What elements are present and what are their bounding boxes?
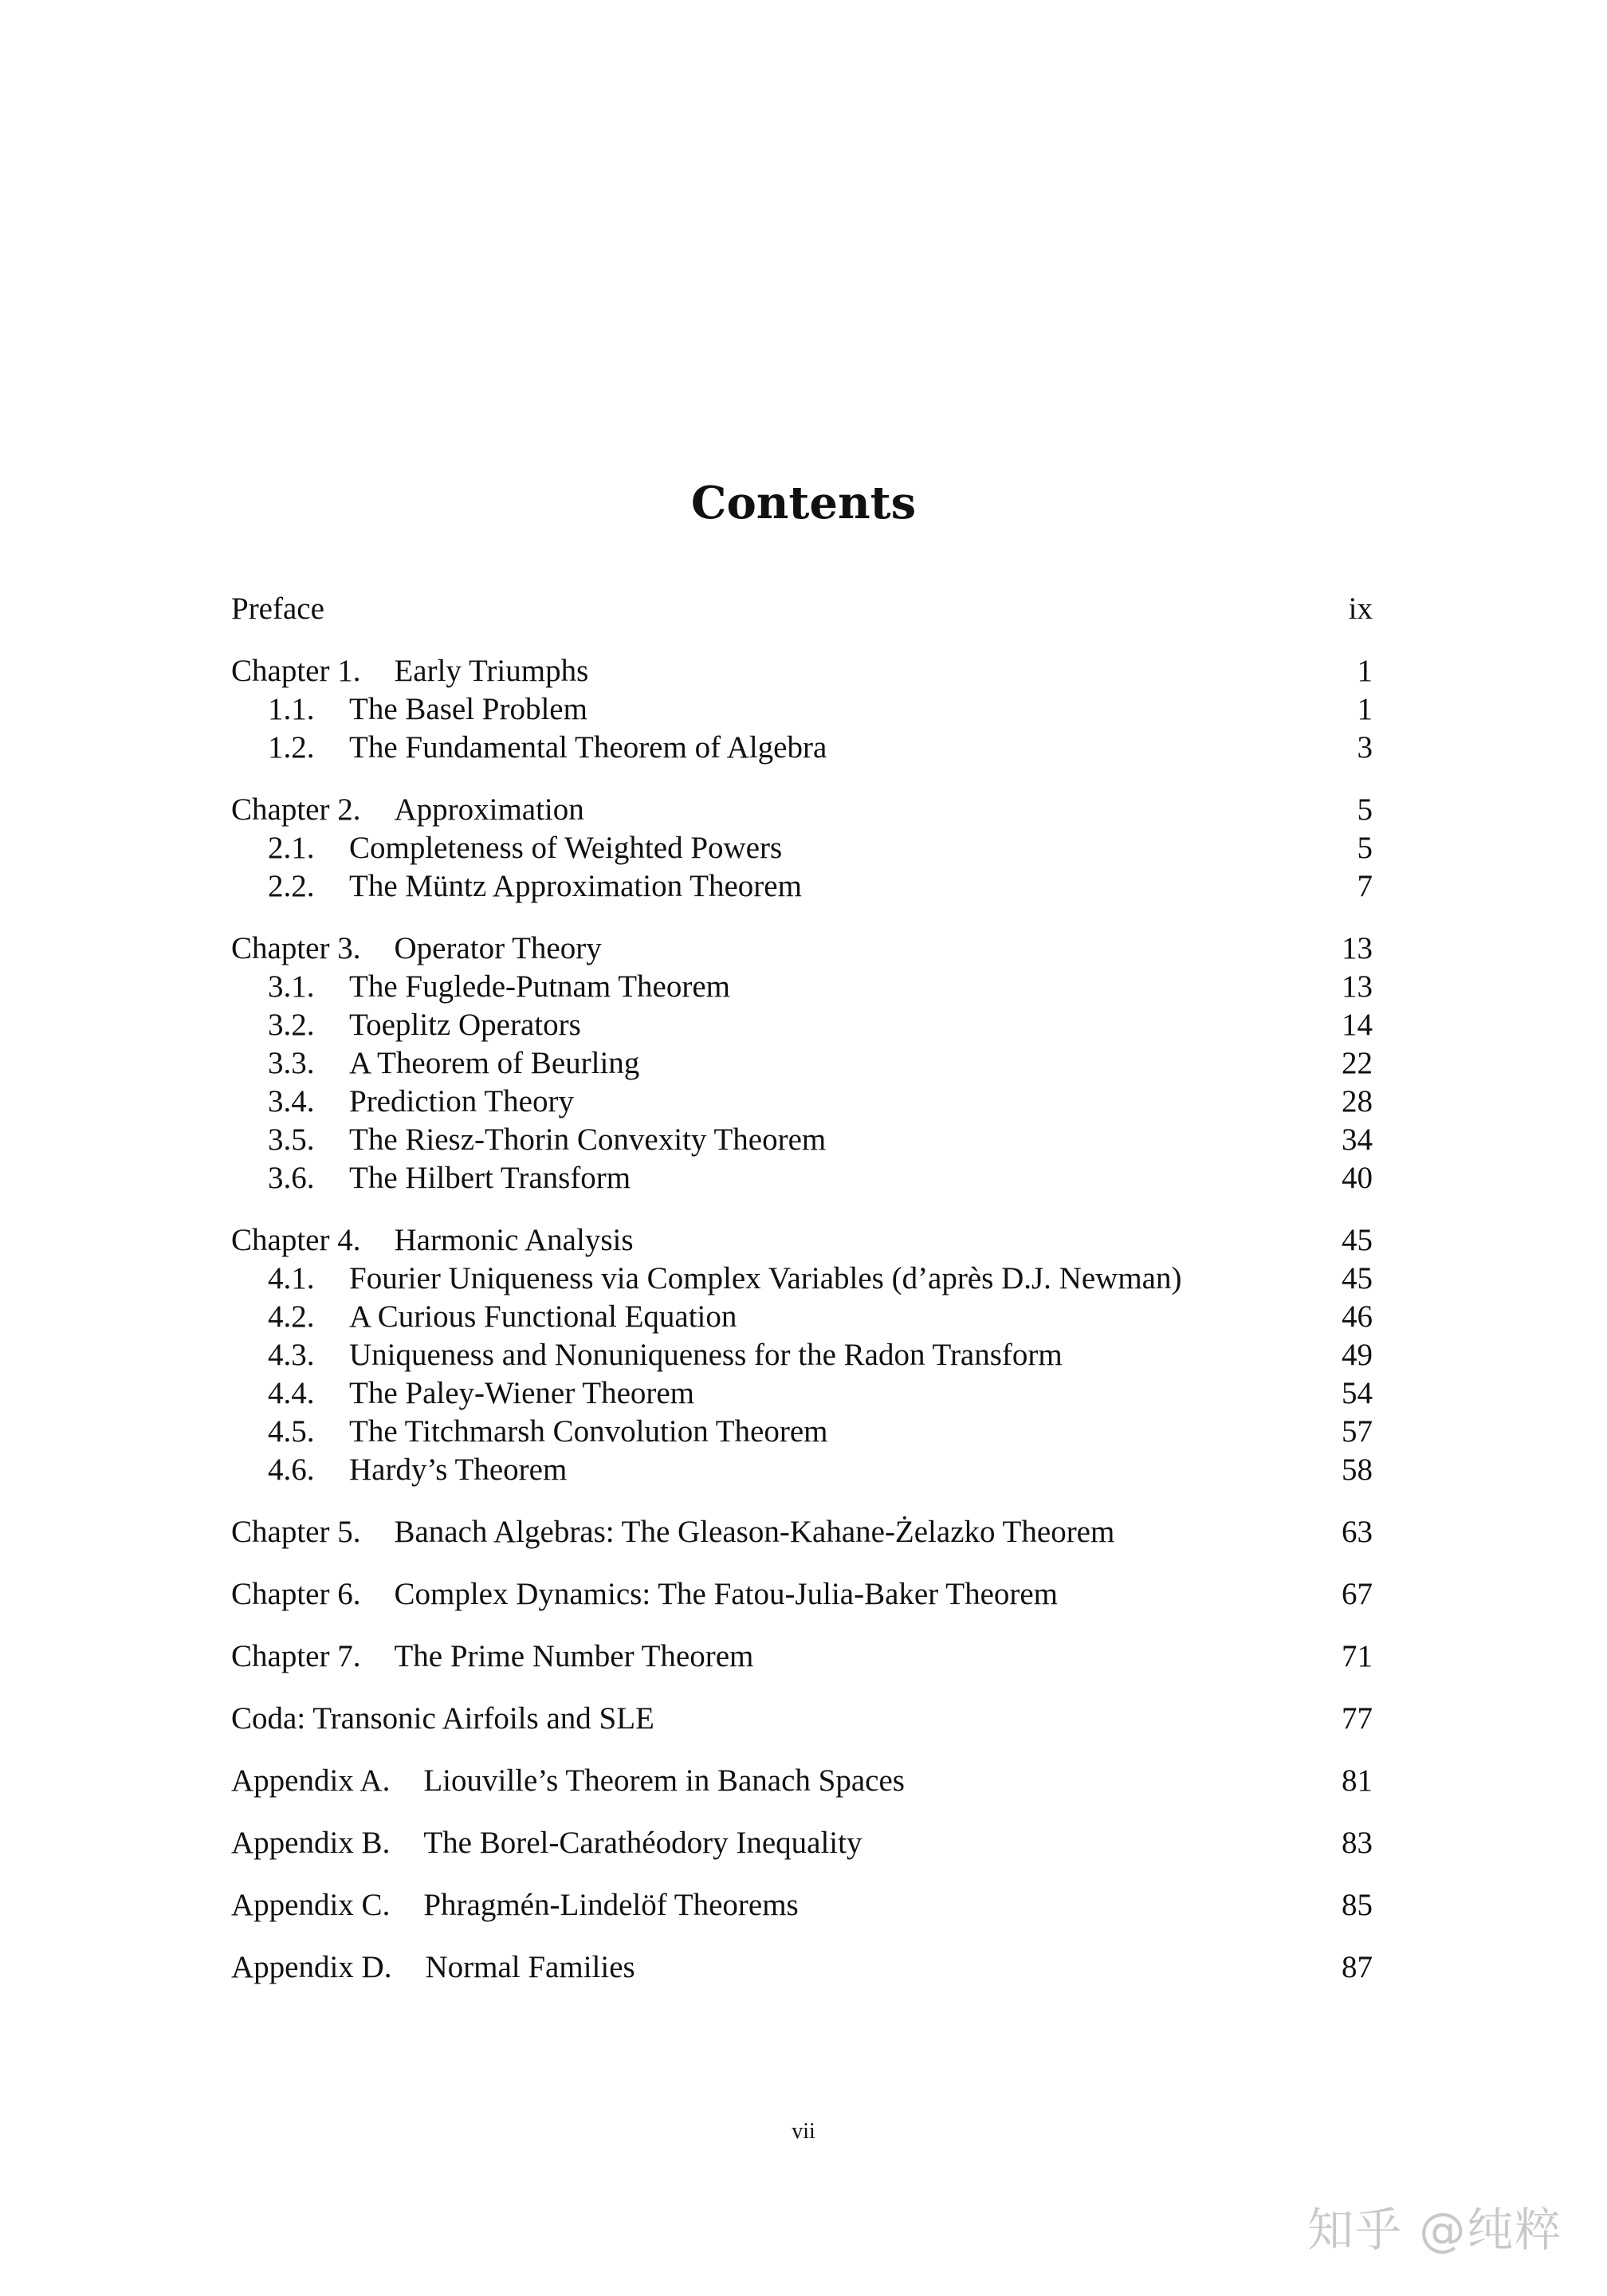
toc-entry-label xyxy=(231,1513,1114,1551)
toc-chapter-entry[interactable] xyxy=(231,791,1373,829)
toc-entry-number: Chapter 2. xyxy=(231,792,361,827)
toc-entry-page: 46 xyxy=(1342,1299,1373,1334)
toc-section-entry[interactable] xyxy=(231,1374,1373,1413)
toc-entry-number: 3.5. xyxy=(268,1122,315,1157)
toc-entry-page: 22 xyxy=(1342,1046,1373,1080)
toc-entry-label xyxy=(231,1260,1181,1298)
toc-entry-label xyxy=(231,1044,639,1083)
toc-entry-title: Operator Theory xyxy=(394,931,602,965)
watermark: 知乎 @纯粹 xyxy=(1307,2203,1563,2257)
toc-entry-number: 1.2. xyxy=(268,730,315,765)
toc-entry-label xyxy=(231,1413,828,1451)
toc-entry-title: Completeness of Weighted Powers xyxy=(349,831,783,865)
toc-section-entry[interactable] xyxy=(231,1336,1373,1374)
toc-entry-page: 67 xyxy=(1342,1577,1373,1611)
toc-entry-page: 54 xyxy=(1342,1376,1373,1410)
toc-section-entry[interactable] xyxy=(231,867,1373,906)
toc-entry-number: Appendix D. xyxy=(231,1950,392,1984)
toc-entry-title: Early Triumphs xyxy=(394,654,589,688)
toc-entry-label xyxy=(231,1762,905,1800)
toc-entry-title: The Titchmarsh Convolution Theorem xyxy=(349,1414,828,1449)
page-number: vii xyxy=(792,2119,815,2144)
toc-entry-number: Appendix C. xyxy=(231,1888,391,1922)
toc-entry-title: The Hilbert Transform xyxy=(349,1161,631,1195)
toc-entry-page: 14 xyxy=(1342,1008,1373,1042)
toc-entry-page: 40 xyxy=(1342,1161,1373,1195)
toc-entry-label xyxy=(231,1159,631,1197)
toc-entry-title: A Theorem of Beurling xyxy=(349,1046,640,1080)
toc-entry-number: 3.3. xyxy=(268,1046,315,1080)
toc-entry-label xyxy=(231,968,730,1006)
toc-entry-page: 57 xyxy=(1342,1414,1373,1449)
toc-section-entry[interactable] xyxy=(231,829,1373,867)
toc-entry-page: 34 xyxy=(1342,1122,1373,1157)
toc-entry-number: Chapter 4. xyxy=(231,1223,361,1257)
toc-entry-page: 7 xyxy=(1357,869,1373,903)
toc-entry-label xyxy=(231,1006,581,1044)
toc-entry-number: 3.1. xyxy=(268,969,315,1004)
toc-entry-title: The Müntz Approximation Theorem xyxy=(349,869,802,903)
toc-entry-label xyxy=(231,652,588,690)
toc-chapter-entry[interactable] xyxy=(231,652,1373,690)
toc-entry-page: 1 xyxy=(1357,692,1373,726)
toc-entry-label xyxy=(231,1121,826,1159)
toc-entry-label xyxy=(231,791,584,829)
toc-entry-title: Hardy’s Theorem xyxy=(349,1453,568,1487)
toc-section-entry[interactable] xyxy=(231,1298,1373,1336)
toc-entry-label xyxy=(231,1083,574,1121)
toc-entry-label xyxy=(231,1700,654,1738)
toc-entry-number: 4.4. xyxy=(268,1376,315,1410)
toc-chapter-entry[interactable] xyxy=(231,1513,1373,1551)
toc-entry-label xyxy=(231,1221,634,1260)
toc-entry-title: Preface xyxy=(231,592,324,626)
toc-section-entry[interactable] xyxy=(231,1260,1373,1298)
toc-entry-title: Toeplitz Operators xyxy=(349,1008,581,1042)
toc-entry-label xyxy=(231,1637,753,1676)
toc-entry-label xyxy=(231,867,802,906)
toc-entry-page: 81 xyxy=(1342,1763,1373,1798)
toc-entry-number: 2.1. xyxy=(268,831,315,865)
toc-entry-label xyxy=(231,1451,567,1489)
toc-entry-title: A Curious Functional Equation xyxy=(349,1299,737,1334)
toc-entry-number: 4.6. xyxy=(268,1453,315,1487)
toc-entry-title: The Fundamental Theorem of Algebra xyxy=(349,730,827,765)
toc-entry-label xyxy=(231,1824,862,1862)
toc-section-entry[interactable] xyxy=(231,1121,1373,1159)
toc-entry-label xyxy=(231,729,827,767)
toc-entry-page: 63 xyxy=(1342,1515,1373,1549)
toc-entry-page: 45 xyxy=(1342,1261,1373,1295)
toc-entry-label xyxy=(231,690,587,729)
toc-entry-title: Uniqueness and Nonuniqueness for the Radon Transform xyxy=(349,1338,1063,1372)
toc-chapter-entry[interactable] xyxy=(231,930,1373,968)
toc-section-entry[interactable] xyxy=(231,1159,1373,1197)
toc-entry-label xyxy=(231,829,782,867)
toc-entry-page: 58 xyxy=(1342,1453,1373,1487)
toc-section-entry[interactable] xyxy=(231,1451,1373,1489)
toc-chapter-entry[interactable] xyxy=(231,1221,1373,1260)
toc-entry-page: 13 xyxy=(1342,969,1373,1004)
toc-entry-title: The Borel-Carathéodory Inequality xyxy=(423,1826,862,1860)
toc-entry-number: 4.5. xyxy=(268,1414,315,1449)
toc-entry-label xyxy=(231,1575,1058,1614)
toc-entry-number: Chapter 6. xyxy=(231,1577,361,1611)
toc-entry-title: The Prime Number Theorem xyxy=(394,1639,754,1673)
toc-entry-page: 45 xyxy=(1342,1223,1373,1257)
toc-entry-page: 49 xyxy=(1342,1338,1373,1372)
toc-entry-number: Appendix A. xyxy=(231,1763,391,1798)
toc-section-entry[interactable] xyxy=(231,1413,1373,1451)
toc-entry-title: Complex Dynamics: The Fatou-Julia-Baker Theorem xyxy=(394,1577,1059,1611)
toc-entry-title: Approximation xyxy=(394,792,584,827)
toc-chapter-entry[interactable] xyxy=(231,1824,1373,1862)
toc-entry-page: 1 xyxy=(1357,654,1373,688)
toc-entry-page: 87 xyxy=(1342,1950,1373,1984)
toc-entry-number: Chapter 5. xyxy=(231,1515,361,1549)
toc-entry-number: 4.2. xyxy=(268,1299,315,1334)
toc-entry-page: 13 xyxy=(1342,931,1373,965)
toc-entry-number: 3.4. xyxy=(268,1084,315,1119)
toc-section-entry[interactable] xyxy=(231,968,1373,1006)
toc-entry-label xyxy=(231,930,602,968)
toc-entry-page: 85 xyxy=(1342,1888,1373,1922)
toc-chapter-entry[interactable] xyxy=(231,1762,1373,1800)
toc-entry-number: 4.3. xyxy=(268,1338,315,1372)
toc-entry-title: Prediction Theory xyxy=(349,1084,574,1119)
toc-entry-page: 5 xyxy=(1357,792,1373,827)
page-title: Contents xyxy=(690,477,917,529)
toc-entry-number: 3.6. xyxy=(268,1161,315,1195)
toc-chapter-entry[interactable] xyxy=(231,590,1373,628)
toc-entry-page: 71 xyxy=(1342,1639,1373,1673)
toc-entry-page: 77 xyxy=(1342,1701,1373,1736)
toc-entry-title: Normal Families xyxy=(425,1950,635,1984)
toc-entry-title: Banach Algebras: The Gleason-Kahane-Żelazko Theorem xyxy=(394,1515,1115,1549)
toc-entry-page: 5 xyxy=(1357,831,1373,865)
toc-entry-number: Chapter 3. xyxy=(231,931,361,965)
toc-entry-title: Fourier Uniqueness via Complex Variables (d’après D.J. Newman) xyxy=(349,1261,1182,1295)
toc-entry-label xyxy=(231,1298,737,1336)
toc-entry-page: 83 xyxy=(1342,1826,1373,1860)
toc-chapter-entry[interactable] xyxy=(231,1948,1373,1987)
toc-section-entry[interactable] xyxy=(231,1044,1373,1083)
toc-entry-number: 4.1. xyxy=(268,1261,315,1295)
toc-section-entry[interactable] xyxy=(231,690,1373,729)
toc-entry-number: Chapter 7. xyxy=(231,1639,361,1673)
toc-entry-number: Appendix B. xyxy=(231,1826,391,1860)
toc-entry-label xyxy=(231,1374,694,1413)
toc-entry-title: The Basel Problem xyxy=(349,692,587,726)
toc-section-entry[interactable] xyxy=(231,729,1373,767)
toc-entry-title: Liouville’s Theorem in Banach Spaces xyxy=(423,1763,905,1798)
toc-entry-number: 1.1. xyxy=(268,692,315,726)
toc-chapter-entry[interactable] xyxy=(231,1637,1373,1676)
toc-entry-number: Chapter 1. xyxy=(231,654,361,688)
toc-entry-title: Coda: Transonic Airfoils and SLE xyxy=(231,1701,654,1736)
toc-entry-title: Harmonic Analysis xyxy=(394,1223,634,1257)
toc-entry-page: 3 xyxy=(1357,730,1373,765)
toc-entry-label xyxy=(231,590,324,628)
toc-entry-title: The Riesz-Thorin Convexity Theorem xyxy=(349,1122,827,1157)
toc-entry-number: 2.2. xyxy=(268,869,315,903)
toc-entry-page: 28 xyxy=(1342,1084,1373,1119)
toc-entry-title: Phragmén-Lindelöf Theorems xyxy=(423,1888,799,1922)
toc-chapter-entry[interactable] xyxy=(231,1575,1373,1614)
toc-entry-title: The Fuglede-Putnam Theorem xyxy=(349,969,730,1004)
toc-chapter-entry[interactable] xyxy=(231,1700,1373,1738)
toc-entry-label xyxy=(231,1948,635,1987)
toc-chapter-entry[interactable] xyxy=(231,1886,1373,1924)
toc-section-entry[interactable] xyxy=(231,1083,1373,1121)
toc-entry-title: The Paley-Wiener Theorem xyxy=(349,1376,695,1410)
toc-entry-number: 3.2. xyxy=(268,1008,315,1042)
table-of-contents xyxy=(231,590,1373,1987)
toc-section-entry[interactable] xyxy=(231,1006,1373,1044)
toc-entry-label xyxy=(231,1336,1063,1374)
toc-entry-label xyxy=(231,1886,799,1924)
toc-entry-page: ix xyxy=(1348,592,1373,626)
